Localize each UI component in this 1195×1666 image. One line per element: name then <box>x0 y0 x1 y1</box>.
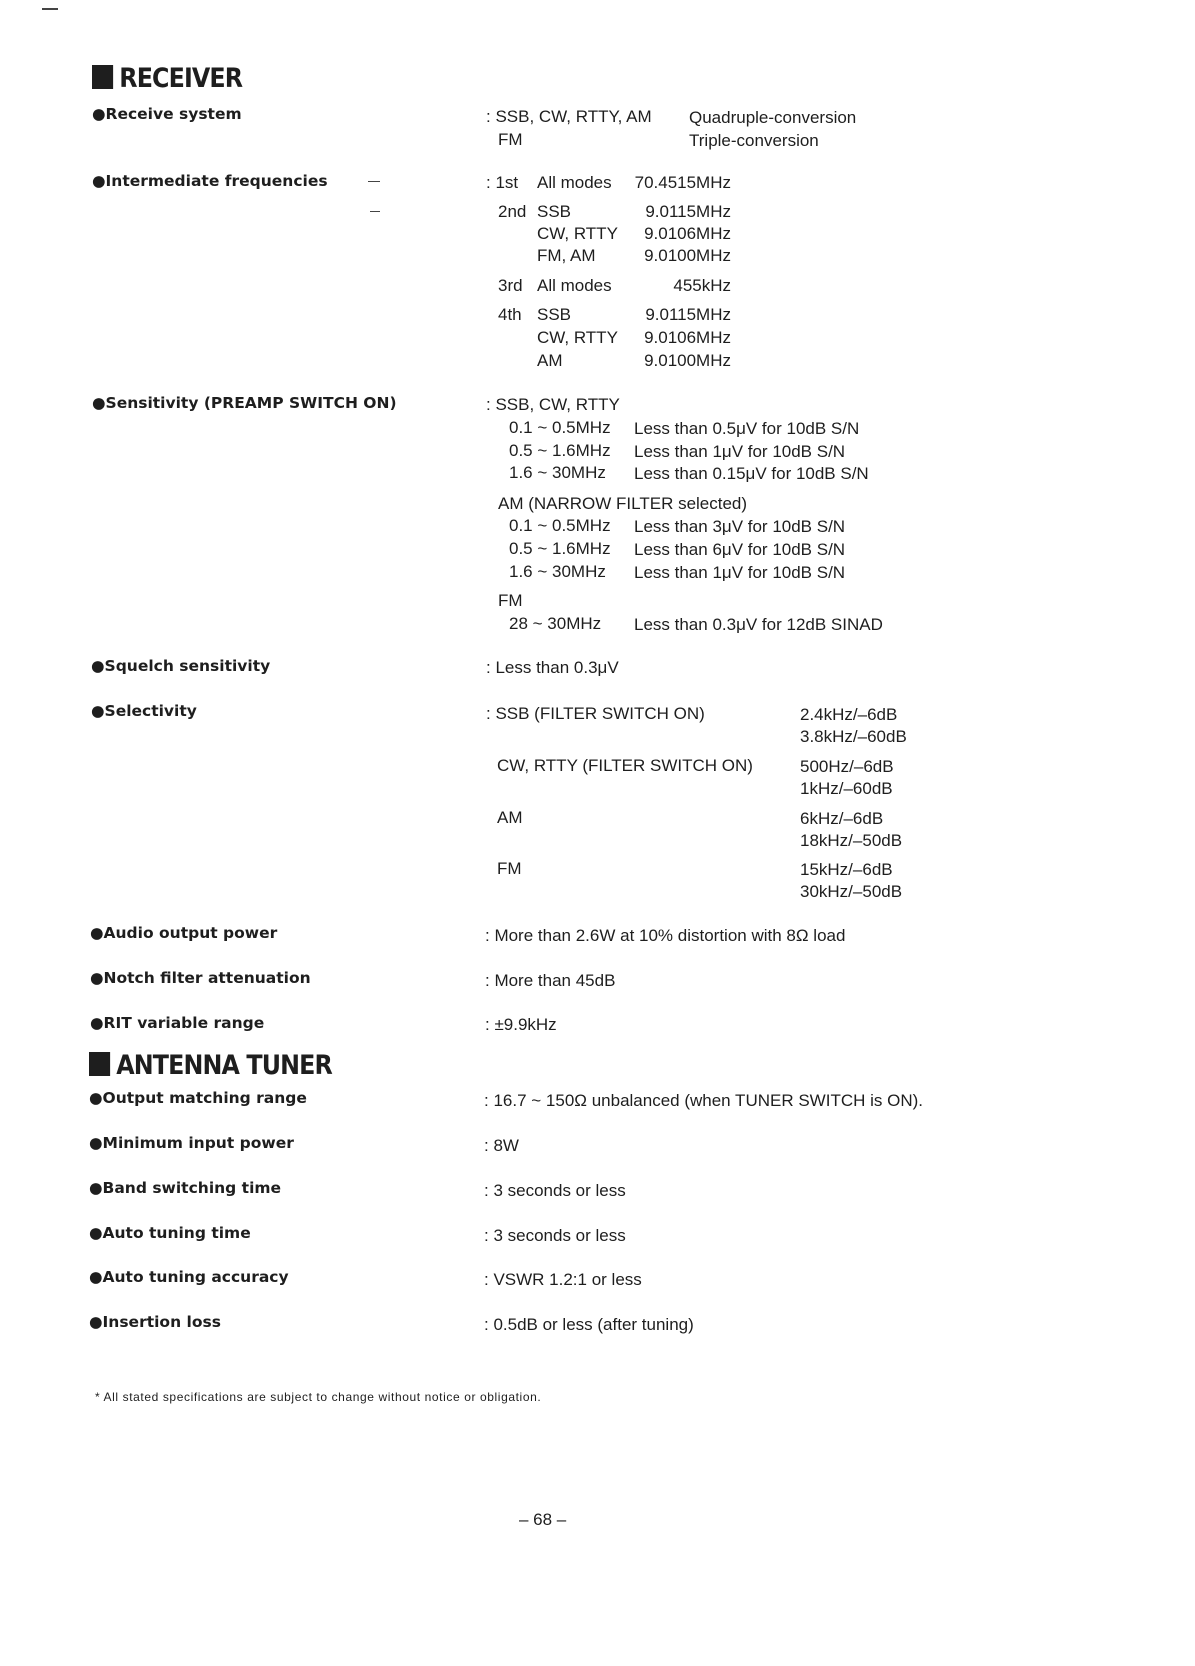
if-frequency: 9.0106MHz <box>644 328 731 347</box>
notch-filter-value: : More than 45dB <box>485 971 616 990</box>
receive-system-mode-2: FM <box>498 130 523 149</box>
if-mode: FM, AM <box>537 246 596 265</box>
sensitivity-value: Less than 3μV for 10dB S/N <box>634 517 846 536</box>
squelch-label: ●Squelch sensitivity <box>91 657 271 675</box>
selectivity-value-6db: 500Hz/–6dB <box>800 757 894 776</box>
antenna-tuner-value: : VSWR 1.2:1 or less <box>484 1270 642 1289</box>
if-frequency: 9.0115MHz <box>645 305 731 324</box>
if-order: 2nd <box>498 202 527 221</box>
antenna-tuner-label: ●Auto tuning time <box>89 1224 251 1242</box>
rit-range-label: ●RIT variable range <box>90 1014 265 1032</box>
antenna-tuner-label: ●Auto tuning accuracy <box>89 1268 289 1286</box>
selectivity-value-attenuation: 3.8kHz/–60dB <box>800 727 907 746</box>
sensitivity-value: Less than 0.15μV for 10dB S/N <box>634 464 869 483</box>
sensitivity-am-header: AM (NARROW FILTER selected) <box>498 494 748 513</box>
scan-mark <box>42 8 58 10</box>
antenna-tuner-value: : 3 seconds or less <box>484 1181 626 1200</box>
squelch-value: : Less than 0.3μV <box>486 658 619 677</box>
notch-filter-label: ●Notch filter attenuation <box>90 969 311 987</box>
antenna-tuner-label: ●Insertion loss <box>89 1313 221 1331</box>
if-order: : 1st <box>486 173 519 192</box>
selectivity-value-6db: 2.4kHz/–6dB <box>800 705 898 724</box>
if-mode: SSB <box>537 202 572 221</box>
sensitivity-value: Less than 1μV for 10dB S/N <box>634 563 846 582</box>
receive-system-label: ●Receive system <box>92 105 242 123</box>
if-order: 3rd <box>498 276 523 295</box>
if-frequency: 9.0115MHz <box>645 202 731 221</box>
sensitivity-fm-range: 28 ~ 30MHz <box>509 614 602 633</box>
sensitivity-value: Less than 1μV for 10dB S/N <box>634 442 846 461</box>
if-frequency: 455kHz <box>673 276 731 295</box>
antenna-tuner-value: : 8W <box>484 1136 519 1155</box>
antenna-tuner-label: ●Output matching range <box>89 1089 307 1107</box>
selectivity-mode: CW, RTTY (FILTER SWITCH ON) <box>497 756 753 775</box>
selectivity-value-6db: 6kHz/–6dB <box>800 809 884 828</box>
sensitivity-ssb-header: : SSB, CW, RTTY <box>486 395 620 414</box>
selectivity-mode: AM <box>497 808 523 827</box>
selectivity-value-attenuation: 18kHz/–50dB <box>800 831 903 850</box>
if-mode: AM <box>537 351 563 370</box>
sensitivity-fm-header: FM <box>498 591 523 610</box>
sensitivity-value: Less than 6μV for 10dB S/N <box>634 540 846 559</box>
if-frequency: 9.0106MHz <box>644 224 731 243</box>
antenna-tuner-value: : 0.5dB or less (after tuning) <box>484 1315 694 1334</box>
sensitivity-range: 0.1 ~ 0.5MHz <box>509 418 611 437</box>
if-mode: All modes <box>537 173 612 192</box>
page-number: – 68 – <box>519 1510 567 1529</box>
section-square-icon <box>92 65 113 89</box>
sensitivity-range: 1.6 ~ 30MHz <box>509 463 606 482</box>
sensitivity-fm-value: Less than 0.3μV for 12dB SINAD <box>634 615 883 634</box>
receiver-section-title: RECEIVER <box>92 63 242 94</box>
footnote: * All stated specifications are subject to change without notice or obligation. <box>95 1390 542 1404</box>
if-frequency: 70.4515MHz <box>634 173 731 192</box>
selectivity-value-attenuation: 1kHz/–60dB <box>800 779 893 798</box>
antenna-tuner-value: : 3 seconds or less <box>484 1226 626 1245</box>
if-frequency: 9.0100MHz <box>644 351 731 370</box>
sensitivity-value: Less than 0.5μV for 10dB S/N <box>634 419 860 438</box>
if-mode: SSB <box>537 305 572 324</box>
selectivity-mode: : SSB (FILTER SWITCH ON) <box>486 704 705 723</box>
if-mode: All modes <box>537 276 612 295</box>
section-square-icon <box>89 1052 110 1076</box>
sensitivity-range: 0.1 ~ 0.5MHz <box>509 516 611 535</box>
rit-range-value: : ±9.9kHz <box>485 1015 557 1034</box>
audio-output-value: : More than 2.6W at 10% distortion with 8Ω load <box>485 926 846 945</box>
receive-system-desc-2: Triple-conversion <box>689 131 819 150</box>
scan-mark <box>368 181 380 182</box>
sensitivity-range: 0.5 ~ 1.6MHz <box>509 441 611 460</box>
if-order: 4th <box>498 305 522 324</box>
selectivity-value-6db: 15kHz/–6dB <box>800 860 893 879</box>
receive-system-desc-1: Quadruple-conversion <box>689 108 857 127</box>
receive-system-mode-1: : SSB, CW, RTTY, AM <box>486 107 652 126</box>
antenna-tuner-value: : 16.7 ~ 150Ω unbalanced (when TUNER SWITCH is ON). <box>484 1091 923 1110</box>
antenna-tuner-label: ●Band switching time <box>89 1179 282 1197</box>
audio-output-label: ●Audio output power <box>90 924 278 942</box>
if-mode: CW, RTTY <box>537 224 618 243</box>
antenna-tuner-section-title: ANTENNA TUNER <box>89 1050 332 1081</box>
sensitivity-range: 0.5 ~ 1.6MHz <box>509 539 611 558</box>
if-mode: CW, RTTY <box>537 328 618 347</box>
selectivity-mode: FM <box>497 859 522 878</box>
antenna-tuner-label: ●Minimum input power <box>89 1134 294 1152</box>
sensitivity-label: ●Sensitivity (PREAMP SWITCH ON) <box>92 394 397 412</box>
selectivity-value-attenuation: 30kHz/–50dB <box>800 882 903 901</box>
sensitivity-range: 1.6 ~ 30MHz <box>509 562 606 581</box>
scan-mark <box>370 211 380 212</box>
selectivity-label: ●Selectivity <box>91 702 197 720</box>
if-frequency: 9.0100MHz <box>644 246 731 265</box>
intermediate-frequencies-label: ●Intermediate frequencies <box>92 172 328 190</box>
